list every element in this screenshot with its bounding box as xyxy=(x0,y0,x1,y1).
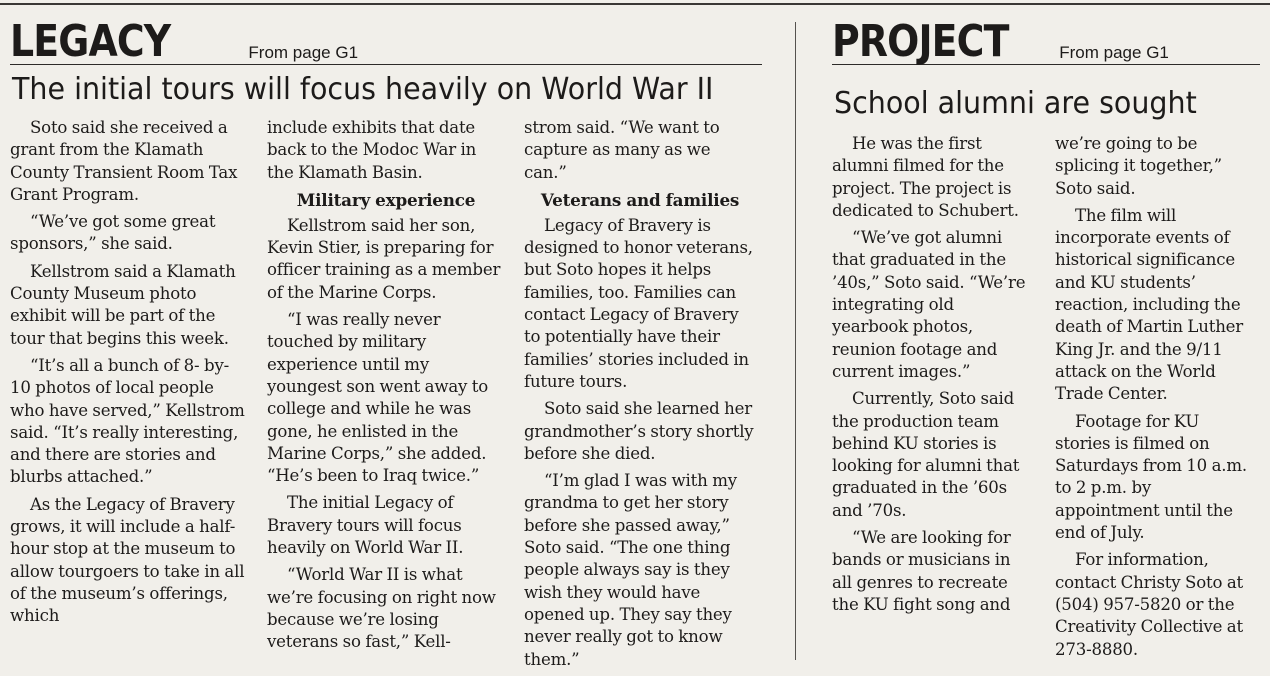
paragraph: we’re going to be splicing it together,” Soto said. xyxy=(1055,134,1222,198)
legacy-column xyxy=(10,117,248,676)
paragraph: “We are looking for bands or musicians in all genres to recreate the KU fight song and xyxy=(832,528,1011,614)
column-divider xyxy=(795,22,796,660)
legacy-column xyxy=(267,117,505,676)
paragraph: The film will incorporate events of historical significance and KU students’ reaction, including the death of Martin Luther King Jr. and the 9/11 attack on the World Trade Center. xyxy=(1055,205,1244,404)
project-jump-line: From page G1 xyxy=(1059,43,1169,62)
legacy-header xyxy=(10,8,762,65)
paragraph: include exhibits that date back to the Modoc War in the Klamath Basin. xyxy=(267,118,477,182)
paragraph: Kellstrom said her son, Kevin Stier, is preparing for officer training as a member of the Marine Corps. xyxy=(267,215,501,302)
paragraph: “I’m glad I was with my grandma to get her story before she passed away,” Soto said. “The one thing people always say is they wish they would have opened up. They say they never really got to know them.” xyxy=(524,471,737,669)
project-article xyxy=(832,8,1260,666)
subhead: Veterans and families xyxy=(540,189,740,210)
legacy-column xyxy=(524,117,756,676)
legacy-columns xyxy=(10,117,762,676)
paragraph: Soto said she learned her grandmother’s story shortly before she died. xyxy=(524,399,754,463)
legacy-article xyxy=(10,8,762,676)
project-column xyxy=(1055,133,1255,666)
project-headline: School alumni are sought xyxy=(834,86,1197,121)
paragraph: The initial Legacy of Bravery tours will focus heavily on World War II. xyxy=(267,493,464,558)
paragraph: He was the first alumni filmed for the project. The project is dedicated to Schubert. xyxy=(832,134,1019,220)
top-rule xyxy=(0,3,1270,5)
paragraph: Legacy of Bravery is designed to honor veterans, but Soto hopes it helps families, too. Families can contact Legacy of Bravery to potentially have their families’ stories included in future tours. xyxy=(524,215,753,391)
paragraph: For information, contact Christy Soto at (504) 957-5820 or the Creativity Collective at 273-8880. xyxy=(1055,550,1243,659)
project-columns xyxy=(832,133,1260,666)
project-kicker: PROJECT xyxy=(832,16,1009,67)
legacy-kicker: LEGACY xyxy=(10,16,171,67)
paragraph: strom said. “We want to capture as many as we can.” xyxy=(524,118,720,182)
paragraph: “It’s all a bunch of 8- by-10 photos of local people who have served,” Kellstrom said. “It’s really interesting, and there are stories and blurbs attached.” xyxy=(10,355,245,487)
paragraph: As the Legacy of Bravery grows, it will include a half-hour stop at the museum to allow tourgoers to take in all of the museum’s offerings, which xyxy=(10,494,245,626)
paragraph: Currently, Soto said the production team behind KU stories is looking for alumni that graduated in the ’60s and ’70s. xyxy=(832,389,1020,520)
paragraph: Kellstrom said a Klamath County Museum photo exhibit will be part of the tour that begins this week. xyxy=(10,261,236,348)
paragraph: “I was really never touched by military experience until my youngest son went away to college and while he was gone, he enlisted in the Marine Corps,” she added. “He’s been to Iraq twice.” xyxy=(267,310,489,486)
paragraph: “We’ve got some great sponsors,” she said. xyxy=(10,212,216,254)
paragraph: “World War II is what we’re focusing on right now because we’re losing veterans so fast,” Kell- xyxy=(267,565,496,652)
legacy-headline: The initial tours will focus heavily on World War II xyxy=(12,72,714,107)
subhead: Military experience xyxy=(296,189,476,210)
project-header xyxy=(832,8,1260,65)
paragraph: Soto said she received a grant from the Klamath County Transient Room Tax Grant Program. xyxy=(10,118,238,204)
legacy-jump-line: From page G1 xyxy=(248,43,359,62)
paragraph: “We’ve got alumni that graduated in the ’40s,” Soto said. “We’re integrating old yearbook photos, reunion footage and current images.” xyxy=(832,228,1026,381)
paragraph: Footage for KU stories is filmed on Saturdays from 10 a.m. to 2 p.m. by appointment until the end of July. xyxy=(1055,411,1247,543)
project-column xyxy=(832,133,1032,666)
